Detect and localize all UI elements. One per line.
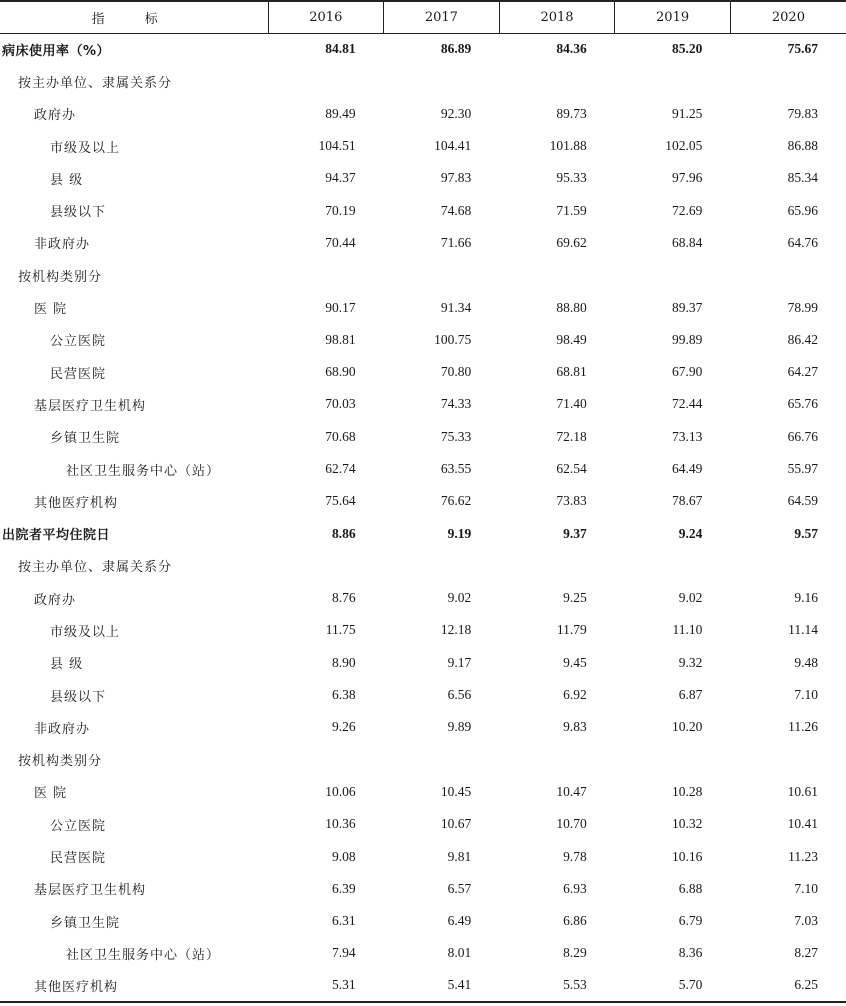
cell-value: 6.56 — [447, 687, 472, 703]
cell-value: 9.26 — [331, 719, 356, 735]
cell-value: 9.02 — [447, 590, 472, 606]
cell-value: 9.83 — [563, 719, 587, 735]
cell-value — [730, 550, 846, 582]
row-label: 出院者平均住院日 — [2, 528, 111, 544]
table-row — [0, 130, 846, 162]
cell-value: 70.44 — [325, 234, 356, 250]
cell-value: 62.54 — [556, 461, 587, 476]
cell-value: 78.67 — [672, 493, 703, 509]
cell-value: 75.67 — [787, 41, 818, 57]
cell-value: 70.80 — [440, 364, 472, 380]
cell-value — [499, 550, 615, 582]
table-row — [0, 227, 846, 259]
cell-value: 86.88 — [787, 138, 818, 154]
table-row — [0, 679, 846, 711]
cell-value: 86.89 — [440, 41, 472, 57]
cell-value: 84.81 — [325, 41, 356, 57]
cell-value: 101.88 — [549, 138, 587, 154]
cell-value: 6.88 — [678, 880, 703, 896]
table-row — [0, 485, 846, 517]
cell-value: 7.94 — [331, 945, 356, 961]
table-row — [0, 873, 846, 905]
table-row — [0, 33, 846, 65]
cell-value — [384, 550, 500, 582]
row-label: 县 级 — [50, 657, 84, 673]
cell-value: 6.57 — [447, 880, 472, 896]
cell-value: 11.79 — [556, 622, 587, 638]
cell-value — [268, 744, 384, 776]
cell-value: 8.76 — [331, 590, 356, 606]
row-label: 非政府办 — [34, 721, 91, 737]
cell-value: 9.89 — [447, 719, 472, 735]
cell-value — [615, 65, 731, 97]
cell-value: 10.61 — [787, 783, 818, 799]
cell-value: 10.16 — [672, 848, 703, 864]
cell-value: 5.70 — [615, 970, 731, 1002]
cell-value — [384, 259, 500, 291]
row-label: 医 院 — [34, 302, 68, 318]
row-label: 乡镇卫生院 — [50, 431, 121, 447]
table-row — [0, 291, 846, 323]
cell-value — [615, 744, 731, 776]
cell-value: 97.96 — [672, 170, 703, 186]
table-row — [0, 356, 846, 388]
cell-value: 10.36 — [325, 816, 356, 832]
cell-value: 99.89 — [672, 331, 703, 347]
cell-value: 9.48 — [794, 654, 818, 670]
cell-value: 91.25 — [672, 105, 703, 121]
cell-value: 9.81 — [447, 848, 472, 864]
cell-value: 64.27 — [787, 364, 818, 380]
cell-value: 11.26 — [788, 719, 818, 735]
row-label: 乡镇卫生院 — [50, 915, 121, 931]
cell-value: 11.75 — [325, 622, 356, 638]
cell-value: 10.47 — [556, 783, 587, 799]
cell-value: 64.59 — [787, 493, 818, 509]
cell-value: 6.38 — [331, 687, 356, 703]
cell-value: 8.86 — [331, 525, 356, 541]
cell-value: 70.68 — [325, 428, 356, 444]
cell-value: 5.53 — [499, 970, 615, 1002]
cell-value: 9.24 — [678, 525, 703, 541]
cell-value: 72.69 — [672, 202, 703, 218]
cell-value: 85.20 — [672, 41, 703, 57]
row-label: 县级以下 — [50, 205, 107, 221]
cell-value: 84.36 — [556, 41, 587, 57]
table-row — [0, 162, 846, 194]
cell-value — [268, 65, 384, 97]
cell-value: 65.76 — [787, 396, 818, 412]
cell-value: 72.44 — [672, 396, 703, 412]
cell-value — [730, 259, 846, 291]
table-row — [0, 324, 846, 356]
cell-value: 65.96 — [787, 202, 818, 218]
cell-value: 6.93 — [563, 880, 587, 896]
cell-value: 55.97 — [787, 461, 818, 476]
header-year: 2017 — [384, 1, 500, 33]
cell-value: 71.59 — [556, 202, 587, 218]
cell-value: 10.28 — [672, 783, 703, 799]
cell-value: 71.66 — [440, 234, 472, 250]
table-row — [0, 388, 846, 420]
table-row — [0, 711, 846, 743]
cell-value — [499, 259, 615, 291]
cell-value — [384, 65, 500, 97]
row-label: 按机构类别分 — [18, 754, 103, 770]
table-row — [0, 647, 846, 679]
cell-value: 100.75 — [434, 331, 472, 347]
cell-value: 9.02 — [678, 590, 703, 606]
cell-value: 9.17 — [447, 654, 472, 670]
cell-value: 8.27 — [794, 945, 818, 961]
cell-value: 72.18 — [556, 428, 587, 444]
cell-value: 104.51 — [318, 138, 356, 154]
cell-value — [615, 259, 731, 291]
cell-value: 10.41 — [787, 816, 818, 832]
cell-value — [499, 744, 615, 776]
cell-value: 6.87 — [678, 687, 703, 703]
cell-value: 75.33 — [440, 428, 472, 444]
table-row — [0, 582, 846, 614]
row-label: 按机构类别分 — [18, 269, 103, 285]
cell-value: 98.49 — [556, 331, 587, 347]
table-row — [0, 517, 846, 549]
table-row — [0, 808, 846, 840]
cell-value: 71.40 — [556, 396, 587, 412]
cell-value: 89.73 — [556, 105, 587, 121]
cell-value: 8.36 — [678, 945, 703, 961]
cell-value: 62.74 — [325, 461, 356, 476]
header-year: 2019 — [615, 1, 731, 33]
cell-value: 5.41 — [384, 970, 500, 1002]
row-label: 非政府办 — [34, 237, 91, 253]
cell-value: 70.03 — [325, 396, 356, 412]
table-row — [0, 840, 846, 872]
cell-value: 9.37 — [563, 525, 587, 541]
cell-value: 90.17 — [325, 299, 356, 315]
cell-value: 9.32 — [678, 654, 703, 670]
cell-value: 94.37 — [325, 170, 356, 186]
cell-value: 8.01 — [447, 945, 472, 961]
cell-value: 70.19 — [325, 202, 356, 218]
cell-value: 9.16 — [794, 590, 818, 606]
table-row — [0, 614, 846, 646]
cell-value: 9.57 — [794, 525, 818, 541]
cell-value: 68.81 — [556, 364, 587, 380]
cell-value — [499, 65, 615, 97]
cell-value: 89.49 — [325, 105, 356, 121]
row-label: 其他医疗机构 — [34, 495, 119, 511]
cell-value: 9.08 — [331, 848, 356, 864]
cell-value — [268, 550, 384, 582]
table-row — [0, 194, 846, 226]
cell-value: 64.76 — [787, 234, 818, 250]
row-label: 社区卫生服务中心（站） — [66, 947, 221, 963]
cell-value: 75.64 — [325, 493, 356, 509]
cell-value: 7.03 — [794, 913, 818, 929]
row-label: 按主办单位、隶属关系分 — [18, 560, 173, 576]
cell-value: 9.19 — [447, 525, 472, 541]
cell-value: 76.62 — [440, 493, 472, 509]
table-row — [0, 65, 846, 97]
cell-value: 92.30 — [440, 105, 472, 121]
cell-value: 91.34 — [440, 299, 472, 315]
cell-value — [615, 550, 731, 582]
cell-value: 11.23 — [788, 848, 818, 864]
cell-value: 10.45 — [440, 783, 472, 799]
header-indicator: 指 标 — [0, 1, 268, 33]
cell-value: 7.10 — [794, 687, 818, 703]
cell-value: 67.90 — [672, 364, 703, 380]
cell-value: 6.86 — [563, 913, 587, 929]
table-row — [0, 453, 846, 485]
cell-value: 68.90 — [325, 364, 356, 380]
row-label: 政府办 — [34, 108, 77, 124]
row-label: 公立医院 — [50, 818, 107, 834]
cell-value: 89.37 — [672, 299, 703, 315]
cell-value: 6.31 — [331, 913, 356, 929]
cell-value: 78.99 — [787, 299, 818, 315]
cell-value: 6.92 — [563, 687, 587, 703]
cell-value: 10.06 — [325, 783, 356, 799]
header-year: 2018 — [499, 1, 615, 33]
cell-value: 104.41 — [434, 138, 472, 154]
cell-value: 86.42 — [787, 331, 818, 347]
cell-value: 9.78 — [563, 848, 587, 864]
row-label: 病床使用率（%） — [2, 43, 111, 59]
row-label: 其他医疗机构 — [0, 970, 268, 1002]
cell-value: 102.05 — [665, 138, 703, 154]
cell-value: 66.76 — [787, 428, 818, 444]
table-row — [0, 550, 846, 582]
cell-value — [268, 259, 384, 291]
row-label: 基层医疗卫生机构 — [34, 398, 147, 414]
table-row — [0, 259, 846, 291]
cell-value: 64.49 — [672, 461, 703, 476]
header-year: 2020 — [730, 1, 846, 33]
cell-value: 10.32 — [672, 816, 703, 832]
cell-value: 9.25 — [563, 590, 587, 606]
row-label: 市级及以上 — [50, 140, 121, 156]
row-label: 公立医院 — [50, 334, 107, 350]
row-label: 按主办单位、隶属关系分 — [18, 75, 173, 91]
table-row — [0, 776, 846, 808]
table-row — [0, 905, 846, 937]
row-label: 基层医疗卫生机构 — [34, 883, 147, 899]
cell-value: 10.20 — [672, 719, 703, 735]
row-label: 医 院 — [34, 786, 68, 802]
cell-value: 6.79 — [678, 913, 703, 929]
table-row — [0, 421, 846, 453]
header-row — [0, 1, 846, 33]
cell-value: 73.83 — [556, 493, 587, 509]
cell-value — [730, 744, 846, 776]
cell-value: 85.34 — [787, 170, 818, 186]
table-row — [0, 98, 846, 130]
cell-value: 9.45 — [563, 654, 587, 670]
cell-value: 97.83 — [440, 170, 472, 186]
row-label: 民营医院 — [50, 366, 107, 382]
cell-value: 8.90 — [331, 654, 356, 670]
row-label: 社区卫生服务中心（站） — [66, 463, 221, 479]
cell-value: 95.33 — [556, 170, 587, 186]
row-label: 政府办 — [34, 592, 77, 608]
table-row — [0, 937, 846, 969]
cell-value: 63.55 — [440, 461, 472, 476]
cell-value: 11.10 — [672, 622, 703, 638]
table-row — [0, 970, 846, 1002]
cell-value: 98.81 — [325, 331, 356, 347]
cell-value: 5.31 — [268, 970, 384, 1002]
cell-value: 73.13 — [672, 428, 703, 444]
cell-value: 11.14 — [788, 622, 818, 638]
row-label: 县 级 — [50, 172, 84, 188]
table-header — [0, 1, 846, 33]
cell-value: 74.33 — [440, 396, 472, 412]
cell-value: 79.83 — [787, 105, 818, 121]
cell-value — [730, 65, 846, 97]
cell-value: 68.84 — [672, 234, 703, 250]
table-row — [0, 744, 846, 776]
cell-value: 6.39 — [331, 880, 356, 896]
cell-value: 74.68 — [440, 202, 472, 218]
cell-value — [384, 744, 500, 776]
cell-value: 7.10 — [794, 880, 818, 896]
cell-value: 88.80 — [556, 299, 587, 315]
cell-value: 10.70 — [556, 816, 587, 832]
cell-value: 69.62 — [556, 234, 587, 250]
cell-value: 6.49 — [447, 913, 472, 929]
cell-value: 6.25 — [730, 970, 846, 1002]
row-label: 市级及以上 — [50, 624, 121, 640]
cell-value: 10.67 — [440, 816, 472, 832]
row-label: 县级以下 — [50, 689, 107, 705]
table-body — [0, 33, 846, 1002]
header-year: 2016 — [268, 1, 384, 33]
row-label: 民营医院 — [50, 851, 107, 867]
cell-value: 12.18 — [440, 622, 472, 638]
cell-value: 8.29 — [563, 945, 587, 961]
